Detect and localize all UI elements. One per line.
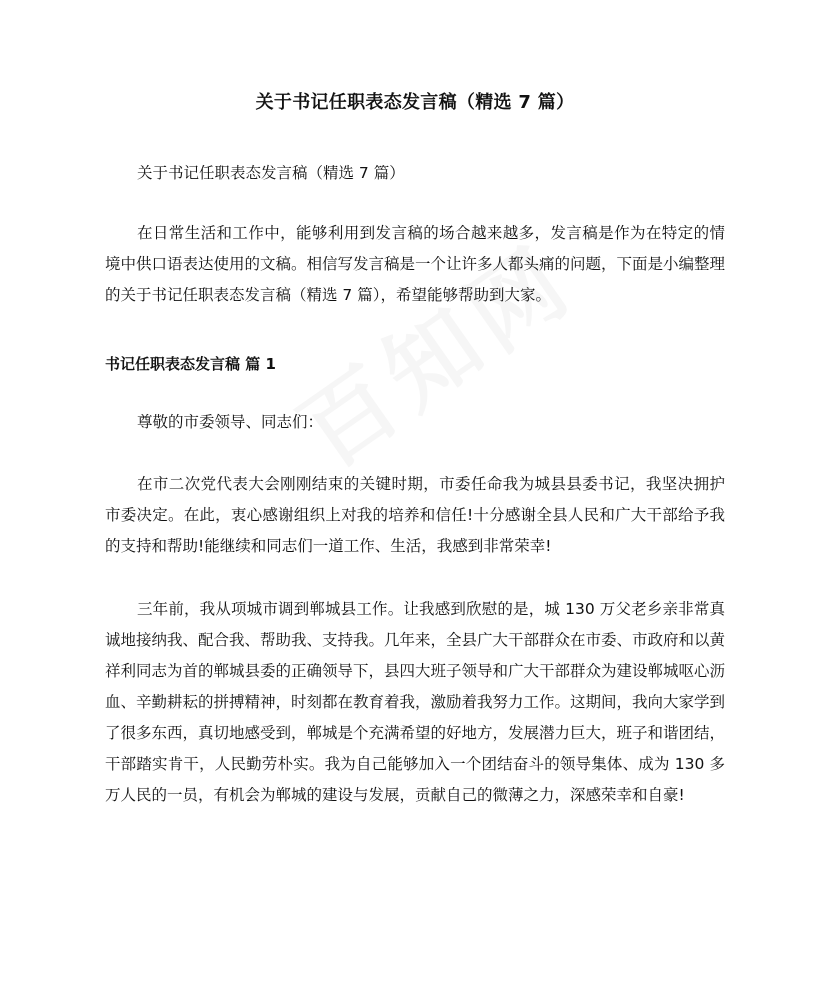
paragraph-1: 在市二次党代表大会刚刚结束的关键时期，市委任命我为城县县委书记，我坚决拥护市委决定。在此，衷心感谢组织上对我的培养和信任!十分感谢全县人民和广大干部给予我的支持和帮助!能继续和同志们一道工作、生活，我感到非常荣幸! (105, 475, 725, 555)
section-heading: 书记任职表态发言稿 篇 1 (105, 355, 276, 373)
intro-paragraph: 在日常生活和工作中，能够利用到发言稿的场合越来越多，发言稿是作为在特定的情境中供口语表达使用的文稿。相信写发言稿是一个让许多人都头痛的问题，下面是小编整理的关于书记任职表态发言稿（精选 7 篇），希望能够帮助到大家。 (105, 224, 726, 304)
document-title: 关于书记任职表态发言稿（精选 7 篇） (255, 92, 575, 113)
greeting-line: 尊敬的市委领导、同志们： (137, 413, 324, 431)
subtitle-line: 关于书记任职表态发言稿（精选 7 篇） (137, 164, 405, 182)
paragraph-2: 三年前，我从项城市调到郸城县工作。让我感到欣慰的是，城 130 万父老乡亲非常真诚地接纳我、配合我、帮助我、支持我。几年来，全县广大干部群众在市委、市政府和以黄祥利同志为首的郸城县委的正确领导下，县四大班子领导和广大干部群众为建设郸城呕心沥血、辛勤耕耘的拼搏精神，时刻都在教育着我，激励着我努力工作。这期间，我向大家学到了很多东西，真切地感受到，郸城是个充满希望的好地方，发展潜力巨大，班子和谐团结，干部踏实肯干，人民勤劳朴实。我为自己能够加入一个团结奋斗的领导集体、成为 130 多万人民的一员，有机会为郸城的建设与发展，贡献自己的微薄之力，深感荣幸和自豪! (105, 600, 726, 804)
